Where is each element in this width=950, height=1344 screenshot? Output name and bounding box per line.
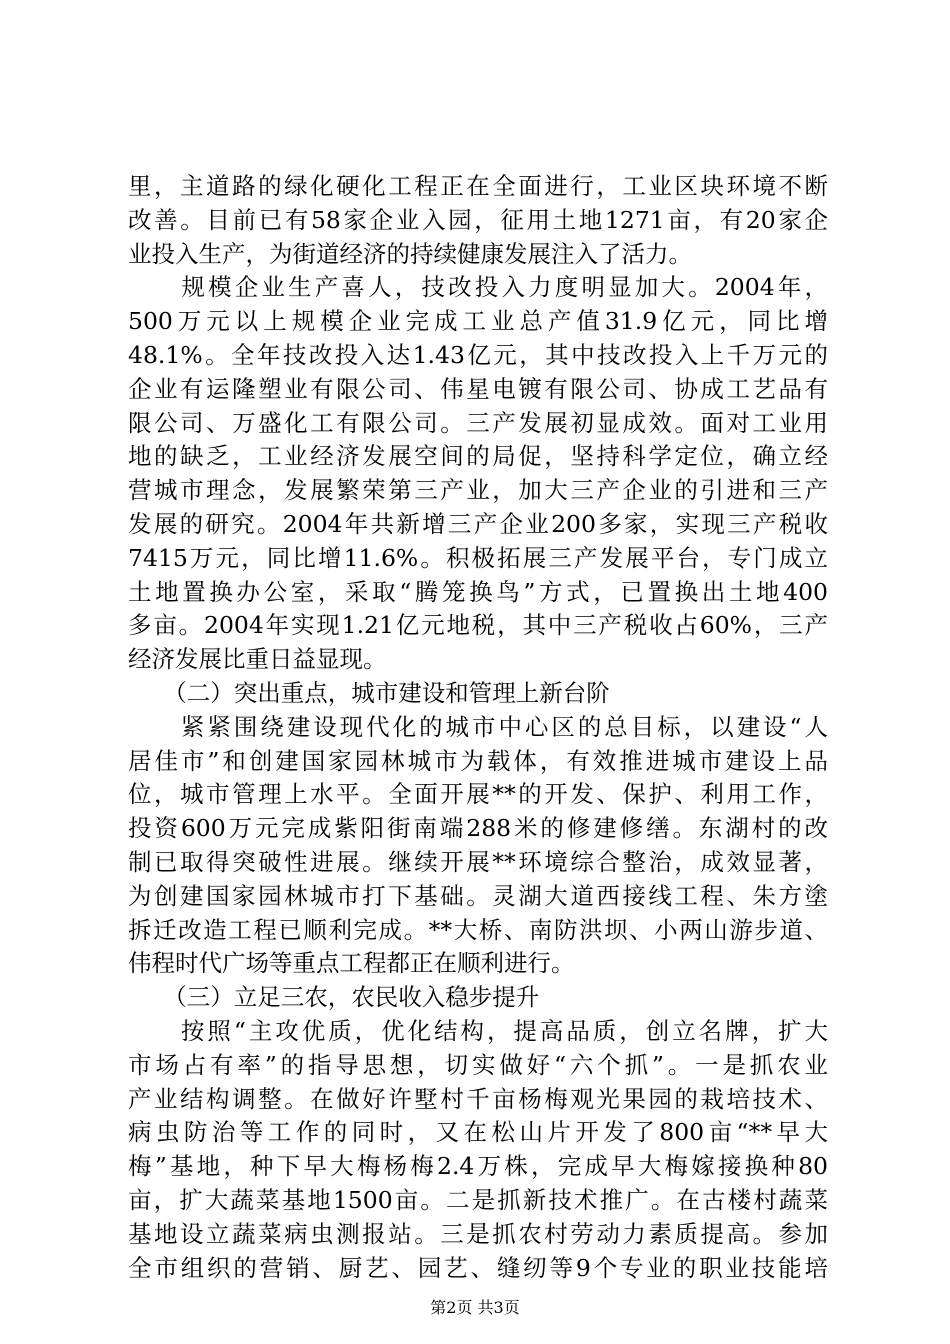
text-line: 限公司、万盛化工有限公司。三产发展初显成效。面对工业用 [128,408,828,437]
text-line: 改善。目前已有58家企业入园，征用土地1271亩，有20家企 [128,205,828,234]
text-line: 地的缺乏，工业经济发展空间的局促，坚持科学定位，确立经 [128,442,828,471]
text-line: 紧紧围绕建设现代化的城市中心区的总目标，以建设“人 [128,712,828,741]
text-line: 按照“主攻优质，优化结构，提高品质，创立名牌，扩大 [128,1016,828,1045]
text-line: 规模企业生产喜人，技改投入力度明显加大。2004年， [128,273,828,302]
text-line: 500万元以上规模企业完成工业总产值31.9亿元，同比增 [128,307,828,336]
text-line: 里，主道路的绿化硬化工程正在全面进行，工业区块环境不断 [128,172,828,200]
section-heading: （二）突出重点，城市建设和管理上新台阶 [128,678,610,707]
text-line: 拆迁改造工程已顺利完成。**大桥、南防洪坝、小两山游步道、 [128,915,828,944]
text-line: 投资600万元完成紫阳街南端288米的修建修缮。东湖村的改 [128,814,828,843]
text-line: 7415万元，同比增11.6%。积极拓展三产发展平台，专门成立 [128,543,828,572]
text-line: 48.1%。全年技改投入达1.43亿元，其中技改投入上千万元的 [128,340,828,369]
text-line: 发展的研究。2004年共新增三产企业200多家，实现三产税收 [128,509,828,538]
text-line: 为创建国家园林城市打下基础。灵湖大道西接线工程、朱方塗 [128,881,828,910]
page-footer: 第2页 共3页 [430,1298,520,1317]
text-line: 营城市理念，发展繁荣第三产业，加大三产企业的引进和三产 [128,476,828,505]
text-line: 全市组织的营销、厨艺、园艺、缝纫等9个专业的职业技能培 [128,1253,828,1282]
text-line: 经济发展比重日益显现。 [128,645,387,674]
text-line: 业投入生产，为街道经济的持续健康发展注入了活力。 [128,239,692,268]
text-line: 梅”基地，种下早大梅杨梅2.4万株，完成早大梅嫁接换种80 [128,1152,828,1181]
section-heading: （三）立足三农，农民收入稳步提升 [128,983,540,1012]
text-line: 亩，扩大蔬菜基地1500亩。二是抓新技术推广。在古楼村蔬菜 [128,1185,828,1214]
text-line: 土地置换办公室，采取“腾笼换鸟”方式，已置换出土地400 [128,577,828,606]
text-line: 制已取得突破性进展。继续开展**环境综合整治，成效显著， [128,847,828,876]
text-line: 位，城市管理上水平。全面开展**的开发、保护、利用工作， [128,780,828,809]
text-line: 企业有运隆塑业有限公司、伟星电镀有限公司、协成工艺品有 [128,374,828,403]
text-line: 居佳市”和创建国家园林城市为载体，有效推进城市建设上品 [128,746,828,775]
text-line: 病虫防治等工作的同时，又在松山片开发了800亩“**早大 [128,1118,828,1147]
text-line: 多亩。2004年实现1.21亿元地税，其中三产税收占60%，三产 [128,611,828,640]
text-line: 基地设立蔬菜病虫测报站。三是抓农村劳动力素质提高。参加 [128,1219,828,1248]
text-line: 产业结构调整。在做好许墅村千亩杨梅观光果园的栽培技术、 [128,1084,828,1113]
text-line: 市场占有率”的指导思想，切实做好“六个抓”。一是抓农业 [128,1050,828,1079]
text-line: 伟程时代广场等重点工程都正在顺利进行。 [128,949,575,978]
body-text [128,170,828,1285]
